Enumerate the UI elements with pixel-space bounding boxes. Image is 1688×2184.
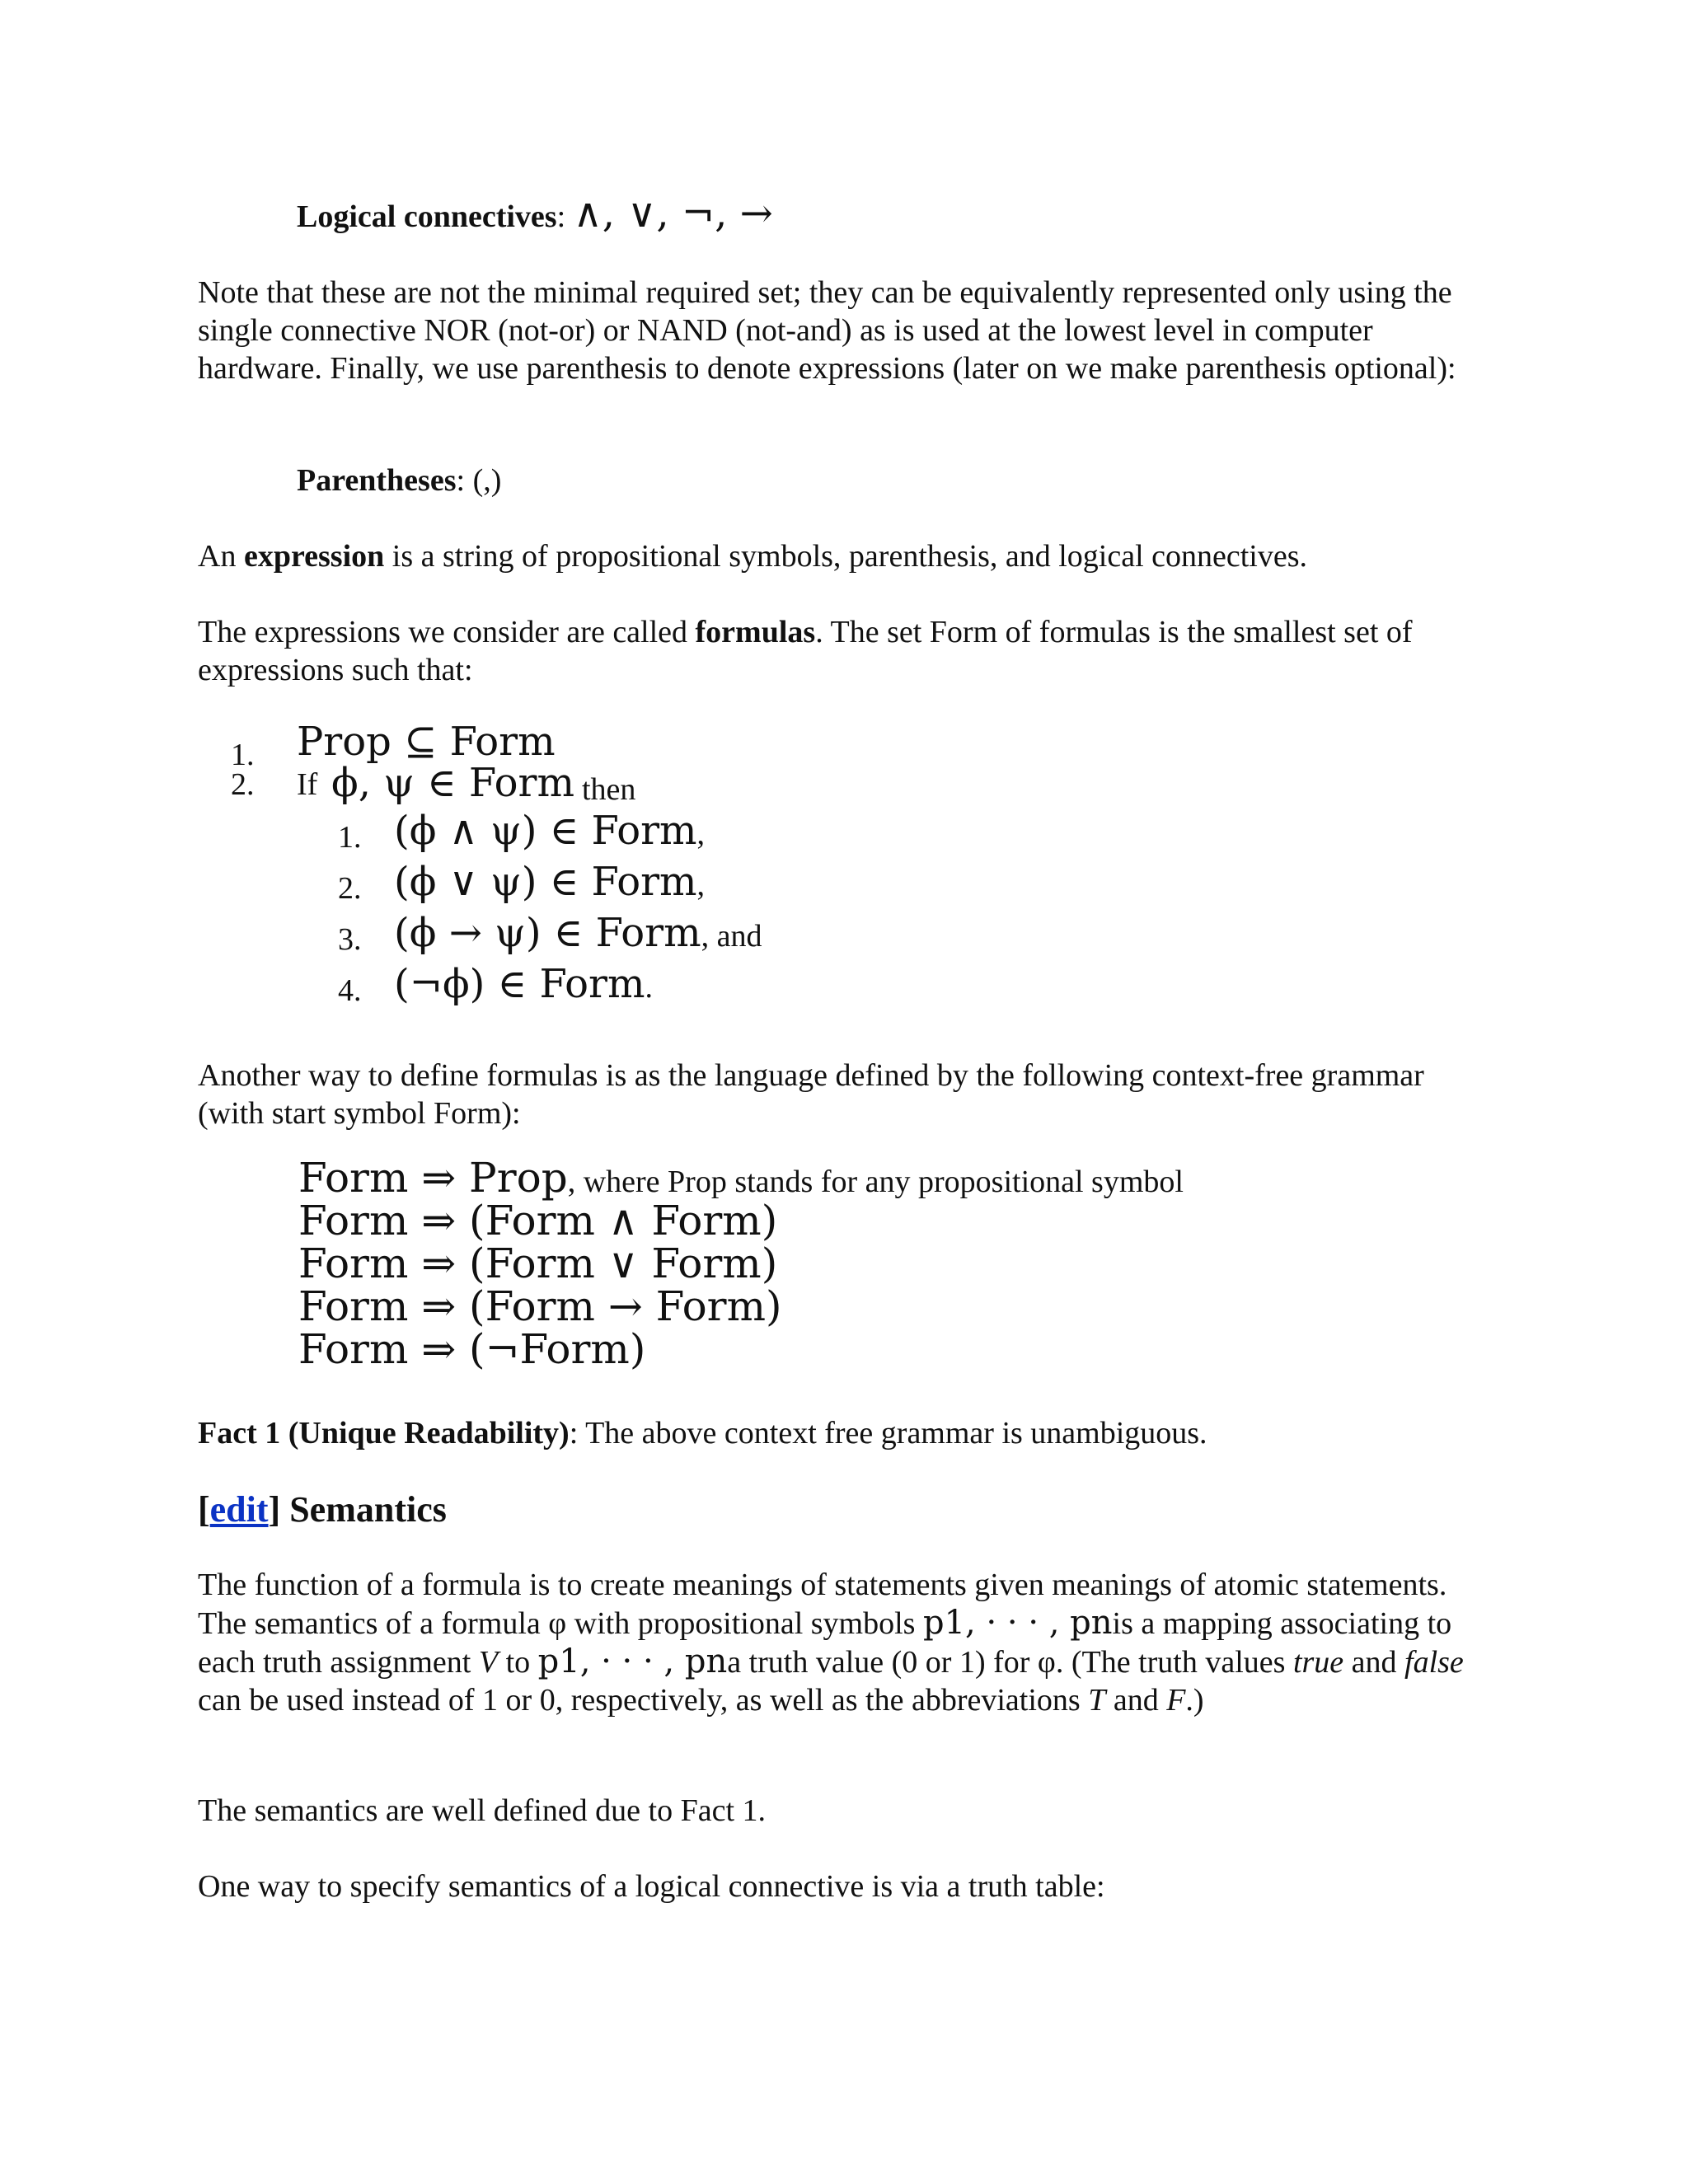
subrule-formula: (ϕ ∨ ψ) ∈ Form bbox=[394, 859, 697, 905]
formulas-term: formulas bbox=[695, 615, 816, 649]
paragraph-well-defined: The semantics are well defined due to Fact 1. bbox=[198, 1793, 767, 1828]
list-number: 2. bbox=[338, 871, 362, 906]
semantics-math: p1, · · · , pn bbox=[537, 1643, 728, 1680]
parentheses-value: (,) bbox=[472, 463, 502, 498]
list-number: 2. bbox=[231, 767, 255, 802]
grammar-line bbox=[298, 1325, 1452, 1373]
grammar-line bbox=[298, 1154, 1452, 1202]
grammar-line bbox=[298, 1240, 1452, 1287]
connectives-line: Logical connectives: ∧, ∨, ¬, → bbox=[297, 190, 773, 237]
formula-rules-list bbox=[231, 719, 1220, 813]
list-item bbox=[338, 859, 1162, 910]
connectives-symbols: ∧, ∨, ¬, → bbox=[573, 190, 773, 237]
semantics-abbrev-f: F bbox=[1166, 1683, 1186, 1718]
grammar-rule: Form ⇒ Prop bbox=[298, 1154, 568, 1202]
expression-pre: An bbox=[198, 539, 244, 574]
list-item bbox=[231, 762, 1220, 813]
semantics-false: false bbox=[1404, 1645, 1464, 1680]
subrule-suffix: . bbox=[645, 970, 653, 1005]
formula-subrules-list bbox=[338, 808, 1162, 1012]
section-heading: [edit] Semantics bbox=[198, 1489, 447, 1530]
paragraph-truth-table: One way to specify semantics of a logical connective is via a truth table: bbox=[198, 1869, 1105, 1904]
paragraph-semantics bbox=[198, 1566, 1484, 1719]
semantics-text: is a mapping associating to each truth assignment bbox=[198, 1606, 1452, 1680]
list-number: 1. bbox=[231, 738, 255, 772]
grammar-line bbox=[298, 1282, 1452, 1330]
grammar-note: , where Prop stands for any propositional symbol bbox=[567, 1165, 1184, 1199]
rule-formula: ϕ, ψ ∈ Form bbox=[331, 760, 574, 806]
semantics-var: V bbox=[478, 1645, 499, 1680]
parentheses-label: Parentheses bbox=[297, 463, 457, 498]
list-item bbox=[338, 961, 1162, 1012]
grammar-rule: Form ⇒ (Form ∧ Form) bbox=[298, 1197, 778, 1244]
semantics-abbrev-t: T bbox=[1088, 1683, 1106, 1718]
paragraph-grammar: Another way to define formulas is as the language defined by the following context-free grammar (with start symbol Form): bbox=[198, 1058, 1424, 1131]
semantics-text: The function of a formula is to create meanings of statements given meanings of atomic statements. The semantics of a formula φ with propositional symbols bbox=[198, 1568, 1447, 1641]
section-title: Semantics bbox=[289, 1489, 447, 1530]
semantics-text: can be used instead of 1 or 0, respectively, as well as the abbreviations bbox=[198, 1683, 1089, 1718]
paragraph-note: Note that these are not the minimal required set; they can be equivalently represented only using the single connective NOR (not-or) or NAND (not-and) as is used at the lowest level in computer hardware. Finally, we use parenthesis to denote expressions (later on we make parenthesis optional): bbox=[198, 275, 1456, 386]
grammar-rule: Form ⇒ (Form → Form) bbox=[298, 1282, 782, 1330]
rule-formula: Prop ⊆ Form bbox=[297, 719, 556, 765]
rule-suffix: then bbox=[582, 772, 636, 807]
grammar-rule: Form ⇒ (¬Form) bbox=[298, 1325, 646, 1373]
connectives-label: Logical connectives bbox=[297, 199, 557, 234]
rule-prefix: If bbox=[297, 767, 318, 802]
subrule-suffix: , bbox=[696, 817, 706, 851]
semantics-text: to bbox=[498, 1645, 538, 1680]
subrule-suffix: , bbox=[696, 868, 706, 902]
expression-post: is a string of propositional symbols, parenthesis, and logical connectives. bbox=[384, 539, 1308, 574]
formulas-pre: The expressions we consider are called bbox=[198, 615, 696, 649]
fact-label: Fact 1 (Unique Readability) bbox=[198, 1416, 570, 1451]
list-number: 1. bbox=[338, 820, 362, 855]
expression-term: expression bbox=[243, 539, 385, 574]
paragraph-formulas bbox=[198, 613, 1484, 689]
edit-link[interactable]: edit bbox=[209, 1489, 269, 1530]
subrule-suffix: , and bbox=[701, 919, 762, 954]
semantics-text: and bbox=[1343, 1645, 1405, 1680]
fact-text: : The above context free grammar is unambiguous. bbox=[569, 1416, 1207, 1451]
semantics-math: p1, · · · , pn bbox=[922, 1604, 1113, 1642]
grammar-line bbox=[298, 1197, 1452, 1244]
fact-line bbox=[198, 1414, 1484, 1452]
subrule-formula: (ϕ ∧ ψ) ∈ Form bbox=[394, 808, 697, 854]
list-item bbox=[231, 719, 1220, 772]
grammar-rule: Form ⇒ (Form ∨ Form) bbox=[298, 1240, 778, 1287]
list-number: 4. bbox=[338, 973, 362, 1008]
list-item bbox=[338, 808, 1162, 859]
grammar-rules bbox=[298, 1154, 1452, 1373]
list-number: 3. bbox=[338, 922, 362, 957]
subrule-formula: (ϕ → ψ) ∈ Form bbox=[394, 910, 701, 956]
semantics-text: and bbox=[1105, 1683, 1167, 1718]
semantics-text: .) bbox=[1185, 1683, 1204, 1718]
formulas-post: . The set Form of formulas is the smallest set of expressions such that: bbox=[198, 615, 1413, 687]
paragraph-expression bbox=[198, 537, 1484, 575]
subrule-formula: (¬ϕ) ∈ Form bbox=[394, 961, 645, 1007]
list-item bbox=[338, 910, 1162, 961]
semantics-true: true bbox=[1292, 1645, 1344, 1680]
semantics-text: a truth value (0 or 1) for φ. (The truth values bbox=[727, 1645, 1293, 1680]
parentheses-line: Parentheses: (,) bbox=[297, 463, 502, 498]
